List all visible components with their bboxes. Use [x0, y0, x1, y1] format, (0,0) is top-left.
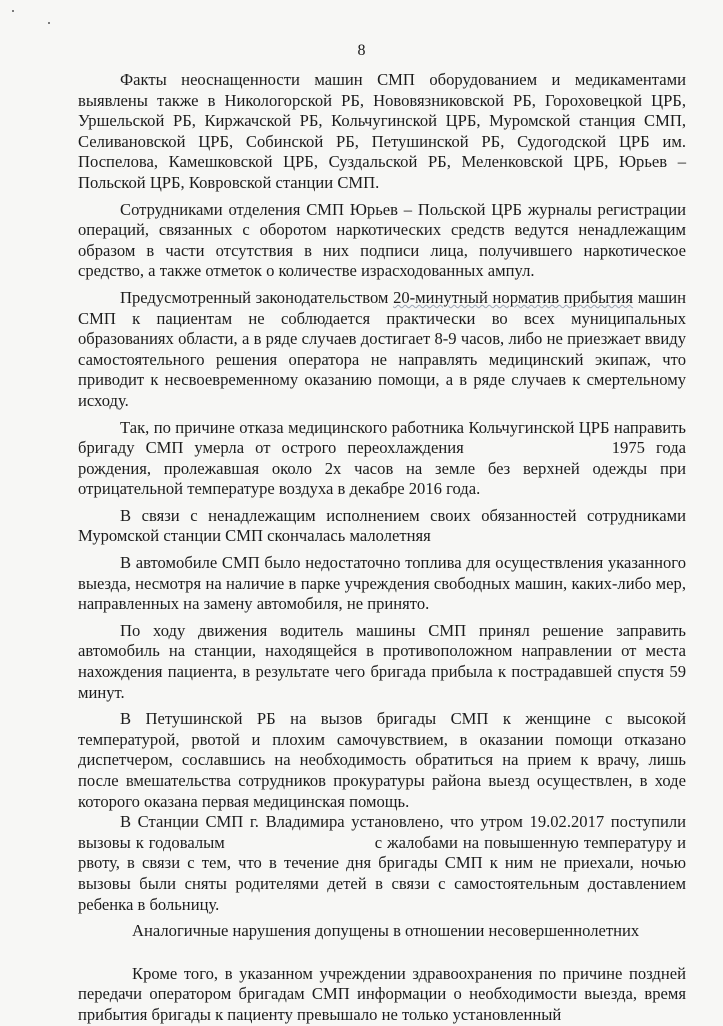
paragraph-vladimir-case — [78, 812, 686, 915]
paragraph-text: машин СМП к пациентам не соблюдается практически во всех муниципальных образованиях области, а в ряде случаев достигает 8-9 часов, либо не приезжает ввиду самостоятельного решения оператора не направлять медицинский экипаж, что приводит к несвоевременному оказанию помощи, а в ряде случаев к смертельному исходу. — [78, 287, 686, 410]
scan-speck — [48, 22, 50, 24]
page-number: 8 — [357, 42, 366, 59]
scan-speck — [12, 10, 14, 12]
paragraph-petushki-case: В Петушинской РБ на вызов бригады СМП к женщине с высокой температурой, рвотой и плохим самочувствием, в оказании помощи отказано диспетчером, сославшись на необходимость обратиться на прием к врачу, лишь после вмешательства сотрудников прокуратуры района выезд осуществлен, в ходе которого оказана первая медицинская помощь. — [78, 709, 686, 811]
paragraph-text: с жалобами на повышенную температуру и рвоту, в связи с тем, что в течение дня бригады СМП к ним не приехали, ночью вызовы были сняты родителями детей в связи с самостоятельным доставлением ребенка в больницу. — [78, 832, 686, 914]
paragraph-narcotics-journals: Сотрудниками отделения СМП Юрьев – Польской ЦРБ журналы регистрации операций, связанных с оборотом наркотических средств ведутся ненадлежащим образом в части отсутствия в них подписи лица, получившего наркотическое средство, а также отметок о количестве израсходованных ампул. — [78, 199, 686, 281]
document-body — [78, 70, 686, 1026]
paragraph-text: Предусмотренный законодательством — [120, 287, 394, 307]
paragraph-text: В Станции СМП г. Владимира установлено, что утром 19.02.2017 поступили вызовы к годовалым — [78, 812, 686, 852]
paragraph-text: Так, по причине отказа медицинского работника Кольчугинской ЦРБ направить бригаду СМП умерла от острого переохлаждения — [78, 417, 686, 458]
paragraph-arrival-standard — [78, 288, 686, 412]
paragraph-late-transfer: Кроме того, в указанном учреждении здравоохранения по причине поздней передачи оператором бригадам СМП информации о необходимости выезда, время прибытия бригады к пациенту превышало не только установленный — [78, 963, 686, 1024]
paragraph-murom-case: В связи с ненадлежащим исполнением своих обязанностей сотрудниками Муромской станции СМП скончалась малолетняя — [78, 505, 686, 546]
paragraph-minors-violations: Аналогичные нарушения допущены в отношении несовершеннолетних — [132, 921, 640, 941]
paragraph-text: 1975 года рождения, пролежавшая около 2х часов на земле без верхней одежды при отрицательной температуре воздуха в декабре 2016 года. — [78, 438, 686, 499]
paragraph-equipment-shortage: Факты неоснащенности машин СМП оборудованием и медикаментами выявлены также в Никологорской РБ, Нововязниковской РБ, Гороховецкой ЦРБ, Уршельской РБ, Киржачской РБ, Кольчугинской ЦРБ, Муромской станция СМП, Селивановской ЦРБ, Собинской РБ, Петушинской РБ, Судогодской ЦРБ им. Поспелова, Камешковской ЦРБ, Суздальской РБ, Меленковской ЦРБ, Юрьев – Польской ЦРБ, Ковровской станции СМП. — [78, 70, 686, 192]
paragraph-fuel-shortage: В автомобиле СМП было недостаточно топлива для осуществления указанного выезда, несмотря на наличие в парке учреждения свободных машин, каких-либо мер, направленных на замену автомобиля, не принято. — [78, 553, 686, 614]
paragraph-refuel-delay: По ходу движения водитель машины СМП принял решение заправить автомобиль на станции, находящейся в противоположном направлении от места нахождения пациента, в результате чего бригада прибыла к пострадавшей спустя 59 минут. — [78, 620, 686, 702]
paragraph-kolchugino-case — [78, 418, 686, 500]
highlighted-phrase: 20-минутный норматив прибытия — [393, 287, 634, 307]
